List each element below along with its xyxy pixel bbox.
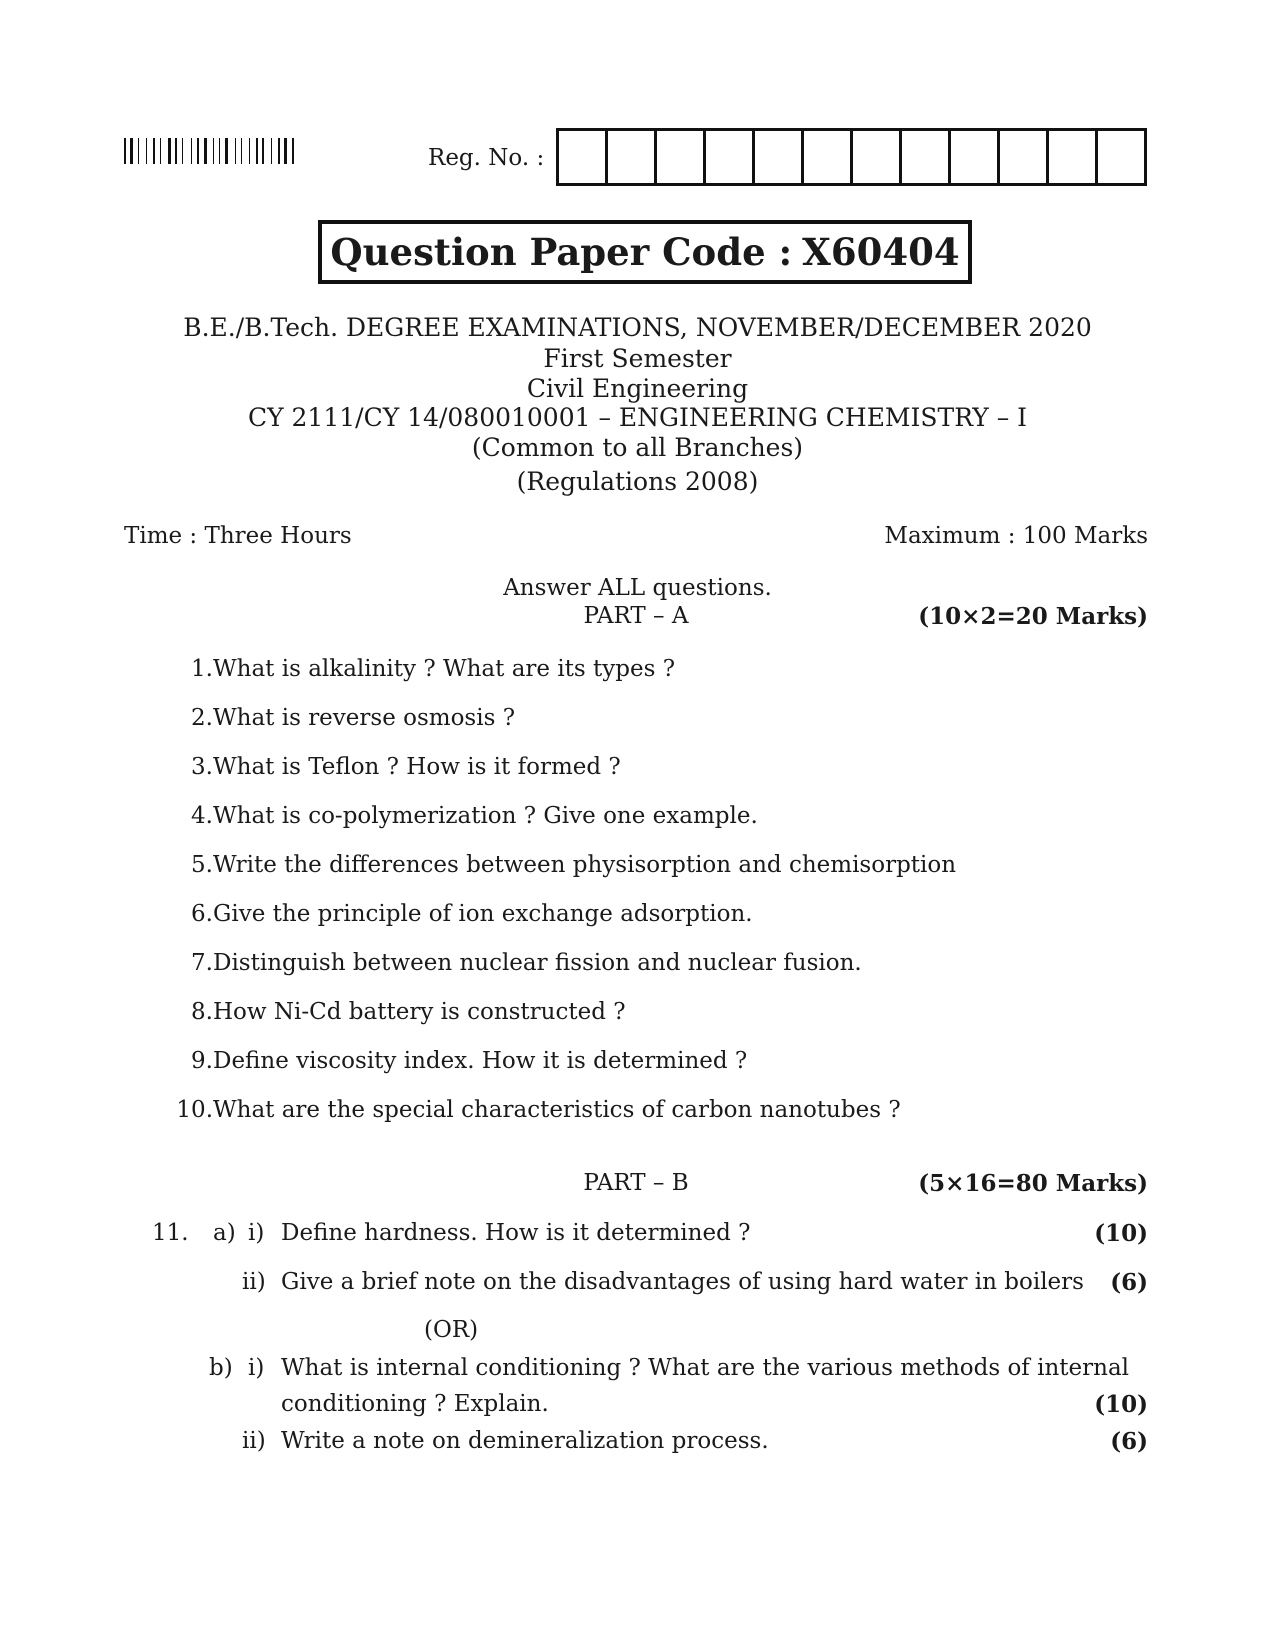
instructions: Answer ALL questions. [503,575,772,601]
question-text: What is Teflon ? How is it formed ? [213,754,621,780]
barcode-icon [124,138,314,164]
question-number: 6. [191,901,213,927]
q11-a-ii-marks: (6) [1110,1269,1148,1296]
reg-no-box [1049,131,1098,183]
question-text: Write the differences between physisorption and chemisorption [213,852,957,878]
question-item [124,1048,1148,1078]
question-item [124,950,1148,980]
question-number: 2. [191,705,213,731]
question-number: 3. [191,754,213,780]
question-number: 5. [191,852,213,878]
question-text: What is co-polymerization ? Give one example. [213,803,758,829]
max-marks-text: Maximum : 100 Marks [884,523,1148,549]
question-11 [124,1220,1148,1460]
question-item [124,705,1148,735]
q11-b-i-marks: (10) [1094,1391,1148,1418]
part-b-marks: (5×16=80 Marks) [918,1170,1148,1197]
exam-semester: First Semester [543,344,732,373]
question-number: 4. [191,803,213,829]
part-b-title: PART – B [583,1170,689,1196]
exam-common: (Common to all Branches) [471,433,804,462]
exam-subject: CY 2111/CY 14/080010001 – ENGINEERING CHEMISTRY – I [247,403,1028,432]
question-text: Distinguish between nuclear fission and nuclear fusion. [213,950,862,976]
q11-a-i-marks: (10) [1094,1220,1148,1247]
question-text: What is reverse osmosis ? [213,705,516,731]
reg-no-box [657,131,706,183]
or-separator: (OR) [424,1317,479,1343]
reg-no-box [853,131,902,183]
question-text: What are the special characteristics of carbon nanotubes ? [213,1097,901,1123]
question-paper-code [318,220,972,284]
reg-no-box [608,131,657,183]
exam-regulations: (Regulations 2008) [516,467,759,496]
reg-no-box [804,131,853,183]
reg-no-label: Reg. No. : [428,145,545,171]
q11-a-ii-label: ii) [242,1269,266,1295]
q11-b-i-text-line1: What is internal conditioning ? What are the various methods of internal [281,1355,1130,1381]
question-number: 1. [191,656,213,682]
question-text: How Ni-Cd battery is constructed ? [213,999,626,1025]
question-item [124,999,1148,1029]
reg-no-box [1098,131,1144,183]
exam-meta [124,523,1148,549]
q11-b-i-text-line2: conditioning ? Explain. [281,1391,549,1417]
reg-no-box [559,131,608,183]
question-item [124,754,1148,784]
question-number: 8. [191,999,213,1025]
question-item [124,852,1148,882]
question-number: 9. [191,1048,213,1074]
reg-no-box [902,131,951,183]
q11-a-ii-text: Give a brief note on the disadvantages of using hard water in boilers [281,1269,1084,1295]
reg-no-box [755,131,804,183]
q11-number: 11. [152,1220,189,1246]
q11-b-ii-marks: (6) [1110,1428,1148,1455]
question-item [124,901,1148,931]
q11-b-label: b) [209,1355,233,1381]
question-text: Define viscosity index. How it is determined ? [213,1048,748,1074]
paper-code-value: X60404 [802,230,960,274]
question-item [124,803,1148,833]
q11-b-i-label: i) [248,1355,265,1381]
reg-no-box [1000,131,1049,183]
question-number: 10. [176,1097,213,1123]
question-number: 7. [191,950,213,976]
q11-b-ii-label: ii) [242,1428,266,1454]
q11-a-i-label: i) [248,1220,265,1246]
q11-a-label: a) [213,1220,236,1246]
time-text: Time : Three Hours [124,523,352,549]
question-item [124,656,1148,686]
reg-no-box [706,131,755,183]
exam-degree: B.E./B.Tech. DEGREE EXAMINATIONS, NOVEMBER/DECEMBER 2020 [183,313,1092,342]
reg-no-box [951,131,1000,183]
question-item [124,1097,1148,1127]
exam-branch: Civil Engineering [526,374,749,403]
part-a-marks: (10×2=20 Marks) [918,603,1148,630]
part-a-title: PART – A [583,603,689,629]
paper-code-label: Question Paper Code : [330,230,793,274]
question-text: Give the principle of ion exchange adsorption. [213,901,753,927]
q11-a-i-text: Define hardness. How is it determined ? [281,1220,751,1246]
question-text: What is alkalinity ? What are its types ? [213,656,676,682]
reg-no-boxes [556,128,1147,186]
q11-b-ii-text: Write a note on demineralization process. [281,1428,769,1454]
